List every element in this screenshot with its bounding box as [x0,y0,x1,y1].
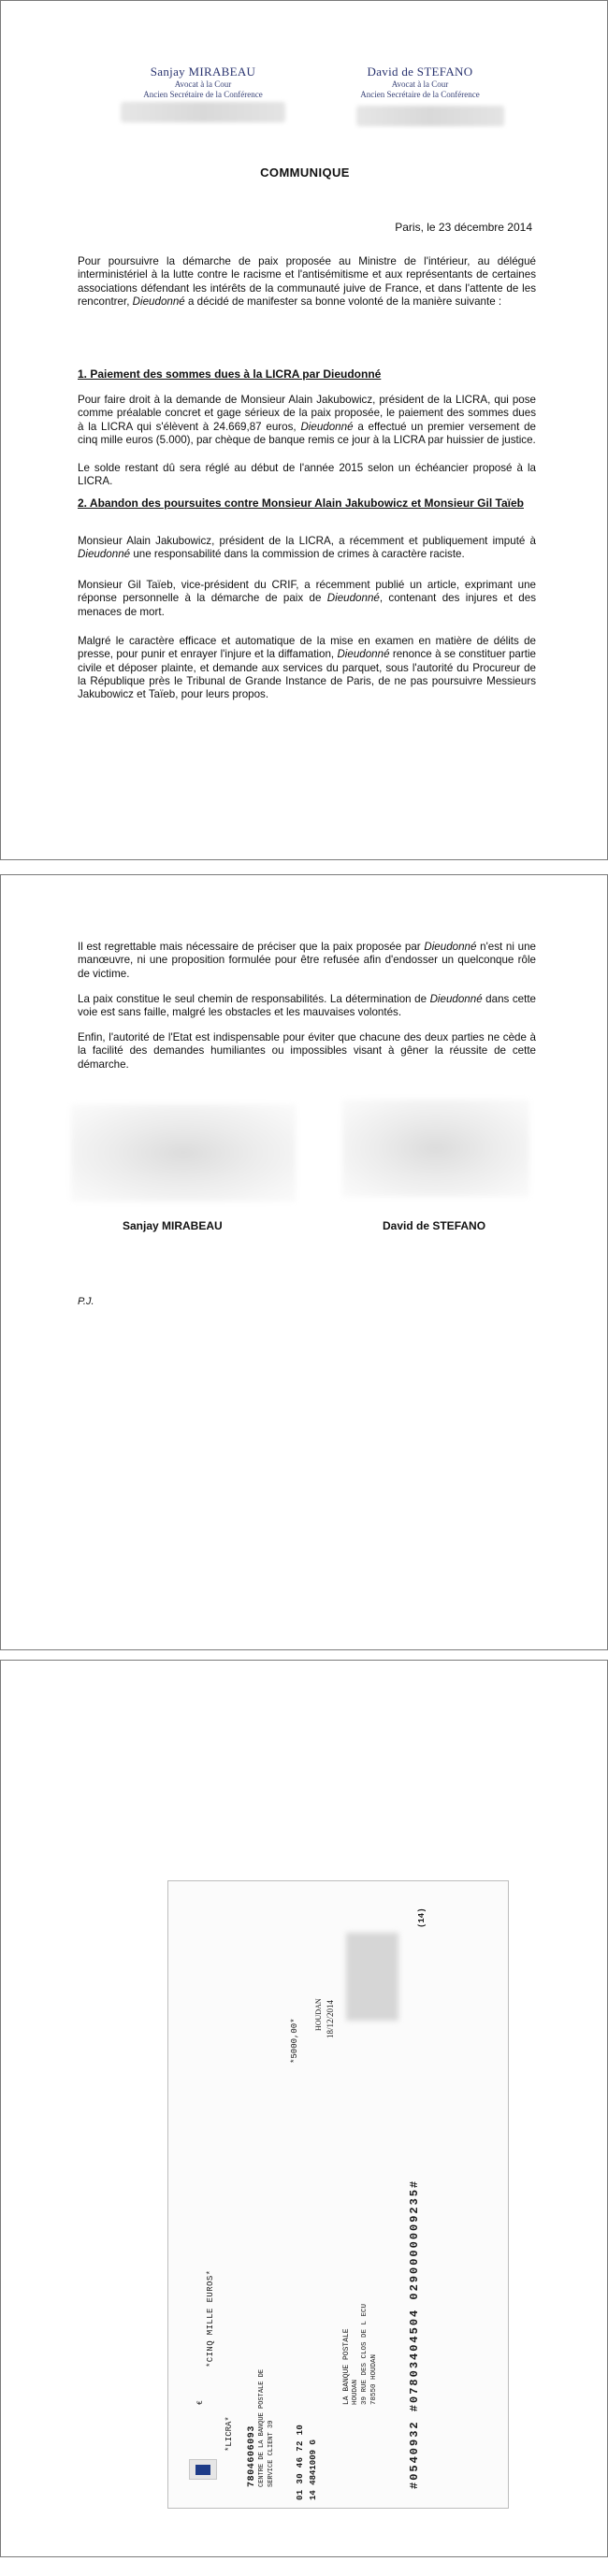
cheque-bank-line-2: HOUDAN [352,2379,359,2405]
lawyer-title-right: Avocat à la Cour [391,79,449,89]
signatory-name-right: David de STEFANO [383,1219,486,1232]
cheque-euro-mark: € [196,2400,205,2405]
header-right-lawyer [317,65,523,100]
cheque-bank-line-3: 39 RUE DES CLOS DE L ECU [361,2303,369,2405]
bank-cheque [167,1880,509,2509]
section-2-paragraph-2: Monsieur Gil Taïeb, vice-président du CRIF, a récemment publié un article, exprimant une réponse personnelle à la démarche de paix de Dieudonné, contenant des injures et des menaces de mort. [78,579,536,618]
page-2-paragraph-1: Il est regrettable mais nécessaire de préciser que la paix proposée par Dieudonné n'est ni une manœuvre, ni une proposition formulée pour être refusée afin d'endosser un quelconque rôle de victime. [78,941,536,980]
signature-left [71,1104,296,1202]
page-2-paragraph-3: Enfin, l'autorité de l'Etat est indispensable pour éviter que chacune des deux parties ne cède à la facilité des demandes humiliantes ou impossibles visant à gêner la réussite de cette démarche. [78,1031,536,1071]
page-2-paragraph-2: La paix constitue le seul chemin de responsabilités. La détermination de Dieudonné dans cette voie est sans faille, malgré les obstacles et les mauvaises volontés. [78,993,536,1019]
cheque-bank-phone: 01 30 46 72 10 [296,2424,305,2500]
cheque-left-code: 7804606093 [247,2425,257,2487]
section-2-heading: 2. Abandon des poursuites contre Monsieur Alain Jakubowicz et Monsieur Gil Taïeb [78,496,524,510]
redacted-account [346,1933,398,2021]
cheque-bank-line-4: 78550 HOUDAN [370,2353,378,2405]
redacted-contact-right [356,106,504,126]
section-1-heading: 1. Paiement des sommes dues à la LICRA par Dieudonné [78,367,382,381]
section-1-paragraph-1: Pour faire droit à la demande de Monsieur Alain Jakubowicz, président de la LICRA, qui pose comme préalable concret et gage sérieux de la paix proposée, le paiement des sommes dues à la LICRA qui s'élèvent à 24.669,87 euros, Dieudonné a effectué un premier versement de cinq mille euros (5.000), par chèque de banque remis ce jour à la LICRA par huissier de justice. [78,394,536,446]
lawyer-name-left: Sanjay MIRABEAU [150,65,256,79]
intro-paragraph: Pour poursuivre la démarche de paix proposée au Ministre de l'intérieur, au délégué interministériel à la lutte contre le racisme et l'antisémitisme et aux représentants de certaines associations défendant les intérêts de la communauté juive de France, et dans l'attente de les rencontrer, Dieudonné a décidé de manifester sa bonne volonté de la manière suivante : [78,255,536,308]
cheque-left-line-1: CENTRE DE LA BANQUE POSTALE DE [258,2368,266,2487]
cheque-bank-line-1: LA BANQUE POSTALE [342,2328,351,2405]
cheque-micr-line: #0540932 #07803404504 0290000009235# [408,2179,421,2489]
cheque-payee: *LICRA* [224,2416,234,2452]
signature-right [342,1100,529,1197]
header-left-lawyer [100,65,306,100]
section-1-paragraph-2: Le solde restant dû sera réglé au début de l'année 2015 selon un échéancier proposé à la LICRA. [78,462,536,488]
attachment-note: P.J. [78,1296,94,1307]
communique-page-2 [0,874,608,1650]
cheque-amount: *5000,00* [290,2018,299,2064]
cheque-date: 18/12/2014 [326,1999,335,2038]
document-title: COMMUNIQUE [260,165,350,180]
cheque-place: HOUDAN [314,1998,323,2031]
redacted-contact-left [121,102,285,122]
signatory-name-left: Sanjay MIRABEAU [123,1219,223,1232]
cheque-flag: (14) [417,1907,427,1928]
cheque-left-line-2: SERVICE CLIENT 39 [268,2420,275,2487]
section-2-paragraph-1: Monsieur Alain Jakubowicz, président de la LICRA, a récemment et publiquement imputé à Dieudonné une responsabilité dans la commission de crimes à caractère raciste. [78,535,536,561]
communique-page-1 [0,0,608,860]
cheque-page [0,1660,608,2557]
bank-logo [189,2459,217,2480]
cheque-code-line: 14 4841009 G [309,2439,318,2500]
cheque-amount-words: *CINQ MILLE EUROS* [206,2269,215,2367]
document-date: Paris, le 23 décembre 2014 [395,221,532,234]
lawyer-subtitle-left: Ancien Secrétaire de la Conférence [143,90,263,99]
section-2-paragraph-3: Malgré le caractère efficace et automatique de la mise en examen en matière de délits de presse, pour punir et enrayer l'injure et la diffamation, Dieudonné renonce à se constituer partie civile et déposer plainte, et demande aux services du parquet, sous l'autorité du Procureur de la République près le Tribunal de Grande Instance de Paris, de ne pas poursuivre Messieurs Jakubowicz et Taïeb, pour leurs propos. [78,635,536,701]
lawyer-subtitle-right: Ancien Secrétaire de la Conférence [360,90,480,99]
lawyer-name-right: David de STEFANO [367,65,473,79]
lawyer-title-left: Avocat à la Cour [174,79,232,89]
